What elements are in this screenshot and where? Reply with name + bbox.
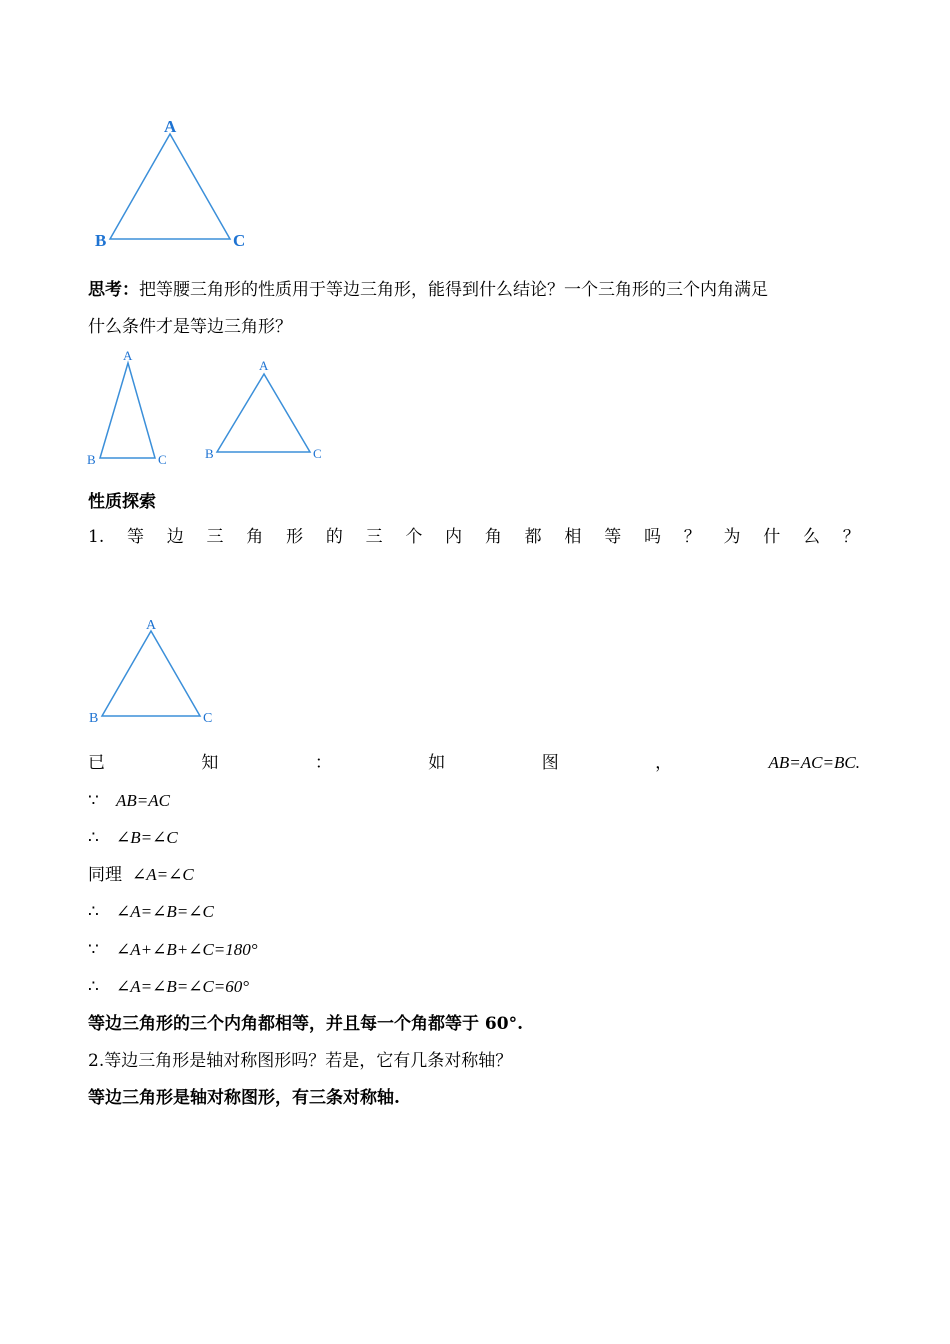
- vertex-label-c: C: [203, 711, 213, 726]
- triangle-figure-2: [84, 345, 174, 470]
- vertex-label-a: A: [164, 117, 177, 136]
- question-1-char: 个: [405, 527, 423, 547]
- given-char: ，: [655, 753, 673, 773]
- vertex-label-b: B: [89, 711, 99, 726]
- question-1-char: 么: [803, 527, 821, 547]
- think-label: 思考：: [88, 280, 139, 300]
- question-1-char: 内: [445, 527, 463, 547]
- proof-symbol: ∴: [88, 828, 99, 848]
- proof-line: [88, 901, 214, 923]
- question-1-char: 三: [206, 527, 224, 547]
- question-1-char: 三: [365, 527, 383, 547]
- proof-symbol: ∴: [88, 902, 99, 922]
- question-2: 2.等边三角形是轴对称图形吗？若是，它有几条对称轴？: [88, 1051, 513, 1071]
- given-line: [88, 752, 860, 774]
- proof-statement: ∠A=∠B=∠C=60°: [116, 977, 250, 996]
- proof-line: [88, 939, 258, 961]
- think-line-2: [88, 316, 292, 338]
- proof-statement: ∠A+∠B+∠C=180°: [116, 940, 258, 959]
- question-1-char: 都: [524, 527, 542, 547]
- proof-line: [88, 864, 194, 886]
- given-char: 图: [541, 753, 559, 773]
- question-1-char: 形: [286, 527, 304, 547]
- question-1-char: 边: [166, 527, 184, 547]
- think-line-1: [88, 279, 768, 301]
- question-1-char: 什: [763, 527, 781, 547]
- proof-symbol: ∵: [88, 940, 99, 960]
- vertex-label-b: B: [205, 446, 214, 461]
- question-1: [88, 526, 860, 548]
- proof-line: [88, 827, 178, 849]
- vertex-label-c: C: [233, 231, 246, 250]
- vertex-label-b: B: [95, 231, 107, 250]
- proof-statement: AB=AC: [116, 791, 170, 810]
- proof-line: [88, 790, 170, 812]
- question-1-char: 相: [564, 527, 582, 547]
- proof-symbol: ∴: [88, 977, 99, 997]
- proof-symbol: 同理: [88, 865, 122, 885]
- proof-statement: ∠B=∠C: [116, 828, 178, 847]
- given-char: 已: [88, 753, 105, 773]
- triangle-figure-1: [90, 112, 250, 252]
- proof-line: [88, 976, 249, 998]
- vertex-label-a: A: [259, 358, 269, 373]
- triangle-figure-3: [200, 352, 330, 464]
- given-char: AB=AC=BC.: [768, 753, 860, 772]
- proof-symbol: ∵: [88, 791, 99, 811]
- given-char: 知: [201, 753, 219, 773]
- think-text-1: 把等腰三角形的性质用于等边三角形，能得到什么结论？一个三角形的三个内角满足: [139, 280, 768, 300]
- question-1-char: 的: [325, 527, 343, 547]
- conclusion-1: 等边三角形的三个内角都相等，并且每一个角都等于 60°.: [88, 1014, 523, 1034]
- proof-statement: ∠A=∠C: [132, 865, 194, 884]
- triangle-figure-4: [84, 612, 224, 727]
- question-1-char: 等: [127, 527, 144, 547]
- answer-2: 等边三角形是轴对称图形，有三条对称轴.: [88, 1088, 400, 1108]
- question-1-char: 为: [723, 527, 741, 547]
- vertex-label-c: C: [313, 446, 322, 461]
- vertex-label-a: A: [123, 348, 133, 363]
- proof-statement: ∠A=∠B=∠C: [116, 902, 214, 921]
- question-1-char: 角: [246, 527, 264, 547]
- question-1-char: 角: [484, 527, 502, 547]
- question-1-char: 1.: [88, 527, 105, 547]
- question-1-char: 等: [604, 527, 622, 547]
- vertex-label-b: B: [87, 452, 96, 467]
- question-1-char: ？: [683, 527, 701, 547]
- think-text-2: 什么条件才是等边三角形？: [88, 317, 292, 337]
- question-1-char: 吗: [643, 527, 661, 547]
- vertex-label-c: C: [158, 452, 167, 467]
- question-1-char: ？: [842, 527, 860, 547]
- given-char: ：: [314, 753, 332, 773]
- given-char: 如: [428, 753, 446, 773]
- vertex-label-a: A: [146, 618, 157, 633]
- section-title: 性质探索: [88, 492, 156, 512]
